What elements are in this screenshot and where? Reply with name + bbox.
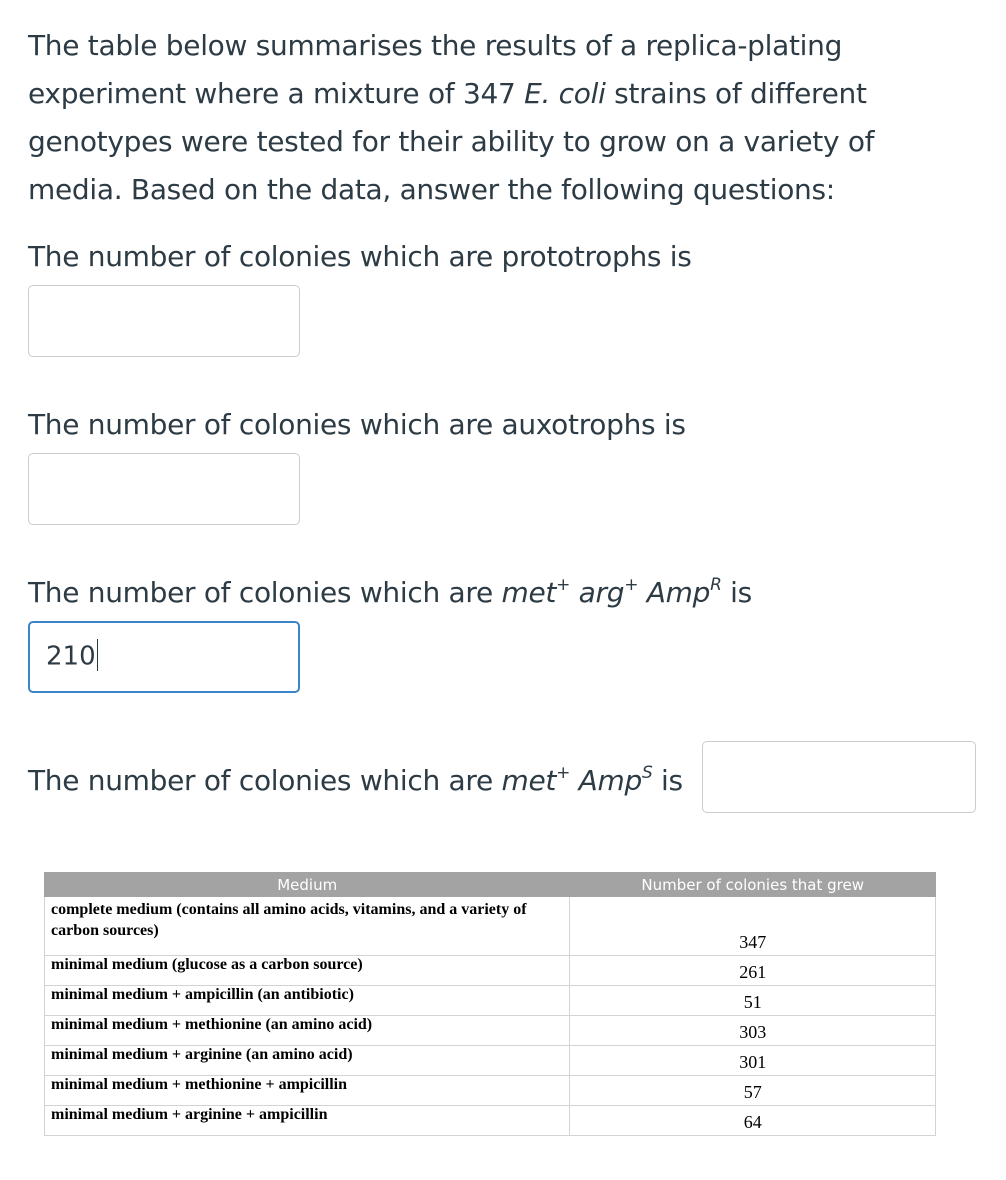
medium-cell: minimal medium + arginine (an amino acid) — [45, 1046, 570, 1076]
q1-label: The number of colonies which are prototrophs is — [28, 240, 692, 273]
met-arg-ampR-answer-value — [46, 641, 98, 673]
q3-gene-amp: Amp — [646, 576, 711, 609]
q4-gene-amp: Amp — [578, 764, 642, 797]
table-row — [45, 956, 936, 986]
table-row — [45, 986, 936, 1016]
q4-gene-amp-sup: S — [641, 762, 653, 783]
count-cell: 261 — [570, 956, 936, 986]
table-row — [45, 1076, 936, 1106]
header-medium: Medium — [45, 873, 570, 897]
medium-cell: minimal medium + arginine + ampicillin — [45, 1106, 570, 1136]
intro-text-2: strains of different genotypes were tested for their ability to grow on a variety of media. Based on the data, answer the following questions: — [28, 77, 875, 206]
medium-cell: minimal medium + methionine (an amino acid) — [45, 1016, 570, 1046]
table-header-row — [45, 873, 936, 897]
q3-value-text: 210 — [46, 641, 96, 672]
q4-gene-met: met — [501, 764, 557, 797]
header-colonies: Number of colonies that grew — [570, 873, 936, 897]
q4-gene-met-sup: + — [556, 762, 571, 783]
met-arg-ampR-answer-input[interactable] — [28, 621, 300, 693]
table-row — [45, 1106, 936, 1136]
q3-suffix: is — [721, 576, 752, 609]
count-cell: 303 — [570, 1016, 936, 1046]
question-intro — [28, 22, 928, 214]
table-row — [45, 1016, 936, 1046]
prototrophs-answer-input[interactable] — [28, 285, 300, 357]
count-cell: 301 — [570, 1046, 936, 1076]
medium-cell: minimal medium + methionine + ampicillin — [45, 1076, 570, 1106]
q3-gene-met: met — [501, 576, 557, 609]
q3-prefix: The number of colonies which are — [28, 576, 502, 609]
medium-cell: minimal medium (glucose as a carbon source) — [45, 956, 570, 986]
media-results-table — [44, 872, 936, 1136]
q3-gene-amp-sup: R — [710, 574, 722, 595]
intro-ecoli: E. coli — [524, 77, 606, 110]
count-cell: 347 — [570, 897, 936, 956]
intro-text-1: The table below summarises the results of a replica-plating experiment where a mixture of 347 — [28, 29, 843, 110]
medium-cell: minimal medium + ampicillin (an antibiotic) — [45, 986, 570, 1016]
count-cell: 57 — [570, 1076, 936, 1106]
q4-suffix: is — [652, 764, 683, 797]
table-row — [45, 1046, 936, 1076]
q3-label — [28, 576, 752, 609]
text-caret — [97, 639, 99, 671]
count-cell: 51 — [570, 986, 936, 1016]
table-row — [45, 897, 936, 956]
auxotrophs-answer-input[interactable] — [28, 453, 300, 525]
q4-label — [28, 764, 683, 797]
medium-cell: complete medium (contains all amino acids, vitamins, and a variety of carbon sources) — [45, 897, 570, 956]
count-cell: 64 — [570, 1106, 936, 1136]
q3-gene-met-sup: + — [556, 574, 571, 595]
q3-gene-arg-sup: + — [624, 574, 639, 595]
q2-label: The number of colonies which are auxotrophs is — [28, 408, 686, 441]
q4-prefix: The number of colonies which are — [28, 764, 502, 797]
q3-gene-arg: arg — [578, 576, 625, 609]
met-ampS-answer-input[interactable] — [702, 741, 976, 813]
